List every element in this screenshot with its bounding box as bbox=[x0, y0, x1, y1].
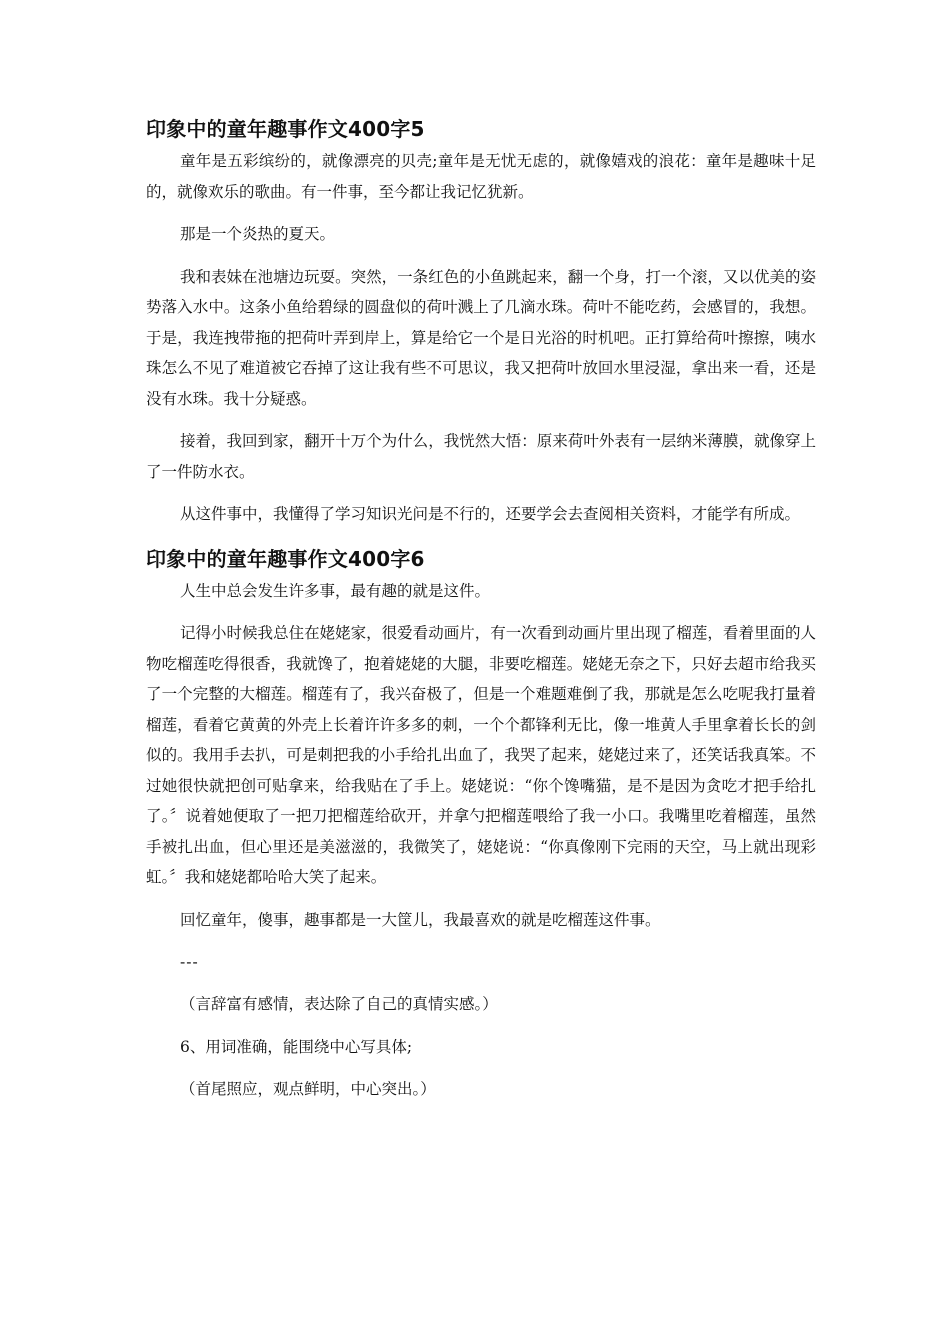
paragraph: 记得小时候我总住在姥姥家，很爱看动画片，有一次看到动画片里出现了榴莲，看着里面的人物吃榴莲吃得很香，我就馋了，抱着姥姥的大腿，非要吃榴莲。姥姥无奈之下，只好去超市给我买了一个完整的大榴莲。榴莲有了，我兴奋极了，但是一个难题难倒了我，那就是怎么吃呢我打量着榴莲，看着它黄黄的外壳上长着许许多多的刺，一个个都锋利无比，像一堆黄人手里拿着长长的剑似的。我用手去扒，可是刺把我的小手给扎出血了，我哭了起来，姥姥过来了，还笑话我真笨。不过她很快就把创可贴拿来，给我贴在了手上。姥姥说：“你个馋嘴猫，是不是因为贪吃才把手给扎了。〞说着她便取了一把刀把榴莲给砍开，并拿勺把榴莲喂给了我一小口。我嘴里吃着榴莲，虽然手被扎出血，但心里还是美滋滋的，我微笑了，姥姥说：“你真像刚下完雨的天空，马上就出现彩虹。〞我和姥姥都哈哈大笑了起来。 bbox=[146, 624, 816, 886]
comment-line: 6、用词准确，能围绕中心写具体; bbox=[180, 1037, 413, 1056]
paragraph: 人生中总会发生许多事，最有趣的就是这件。 bbox=[180, 581, 491, 600]
paragraph: 接着，我回到家，翻开十万个为什么，我恍然大悟：原来荷叶外表有一层纳米薄膜，就像穿上了一件防水衣。 bbox=[146, 432, 816, 481]
paragraph: 那是一个炎热的夏天。 bbox=[180, 225, 336, 243]
section-title: 印象中的童年趣事作文400字6 bbox=[146, 546, 425, 571]
paragraph: 童年是五彩缤纷的，就像漂亮的贝壳;童年是无忧无虑的，就像嬉戏的浪花：童年是趣味十足的，就像欢乐的歌曲。有一件事，至今都让我记忆犹新。 bbox=[146, 152, 816, 201]
document-page bbox=[146, 112, 816, 1117]
essay-section-5 bbox=[146, 112, 816, 530]
essay-section-6 bbox=[146, 542, 816, 936]
paragraph: 回忆童年，傻事，趣事都是一大筐儿，我最喜欢的就是吃榴莲这件事。 bbox=[180, 910, 661, 929]
comment-line: （言辞富有感情，表达除了自己的真情实感。） bbox=[180, 995, 498, 1013]
comment-line: （首尾照应，观点鲜明，中心突出。） bbox=[180, 1080, 436, 1098]
section-title: 印象中的童年趣事作文400字5 bbox=[146, 117, 425, 141]
paragraph: 从这件事中，我懂得了学习知识光问是不行的，还要学会去查阅相关资料，才能学有所成。 bbox=[180, 505, 801, 523]
paragraph: 我和表妹在池塘边玩耍。突然，一条红色的小鱼跳起来，翻一个身，打一个滚，又以优美的姿势落入水中。这条小鱼给碧绿的圆盘似的荷叶溅上了几滴水珠。荷叶不能吃药，会感冒的，我想。于是，我连拽带拖的把荷叶弄到岸上，算是给它一个是日光浴的时机吧。正打算给荷叶擦擦，咦水珠怎么不见了难道被它吞掉了这让我有些不可思议，我又把荷叶放回水里浸湿，拿出来一看，还是没有水珠。我十分疑惑。 bbox=[146, 267, 816, 408]
separator: --- bbox=[180, 953, 199, 971]
comment-notes bbox=[146, 989, 816, 1105]
